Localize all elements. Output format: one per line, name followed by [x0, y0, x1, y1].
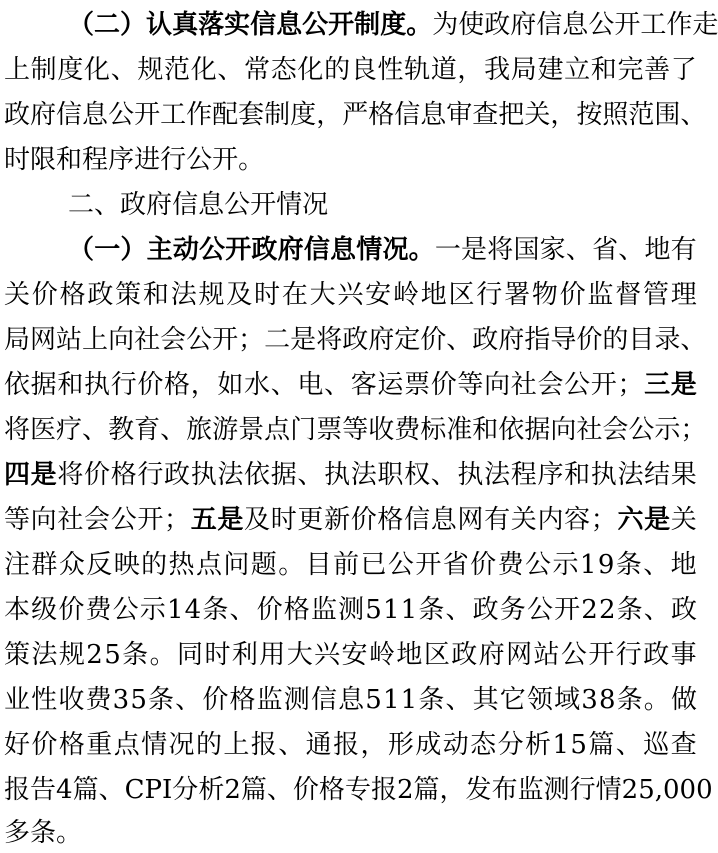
text-line: 业 性 收 费 3 5 条 、 价 格 监 测 信 息 5 1 1 条 、 其 它 领 域 3 8 条 。 做 — [4, 685, 697, 715]
text-line: 注 群 众 反 映 的 热 点 问 题 。 目 前 已 公 开 省 价 费 公 示 1 9 条 、 地 — [4, 550, 697, 580]
text-line: 上 制 度 化 、 规 范 化 、 常 态 化 的 良 性 轨 道 ， 我 局 建 立 和 完 善 了 — [4, 55, 697, 85]
text-line: 依 据 和 执 行 价 格 ， 如 水 、 电 、 客 运 票 价 等 向 社 会 公 开 ； 三 是 — [4, 370, 697, 400]
text-line: 局 网 站 上 向 社 会 公 开 ； 二 是 将 政 府 定 价 、 政 府 指 导 价 的 目 录 、 — [4, 325, 707, 355]
text-line: （ 二 ） 认 真 落 实 信 息 公 开 制 度 。 为 使 政 府 信 息 公 开 工 作 走 — [68, 10, 718, 40]
text-line: 策 法 规 2 5 条 。 同 时 利 用 大 兴 安 岭 地 区 政 府 网 站 公 开 行 政 事 — [4, 640, 697, 670]
text-line: 时 限 和 程 序 进 行 公 开 。 — [4, 145, 265, 175]
text-line: 二 、 政 府 信 息 公 开 情 况 — [68, 190, 329, 220]
text-line: 四 是 将 价 格 行 政 执 法 依 据 、 执 法 职 权 、 执 法 程 序 和 执 法 结 果 — [4, 460, 697, 490]
text-line: 本 级 价 费 公 示 1 4 条 、 价 格 监 测 5 1 1 条 、 政 务 公 开 2 2 条 、 政 — [4, 595, 697, 625]
text-line: 等 向 社 会 公 开 ； 五 是 及 时 更 新 价 格 信 息 网 有 关 内 容 ； 六 是 关 — [4, 505, 697, 535]
text-line: 将 医 疗 、 教 育 、 旅 游 景 点 门 票 等 收 费 标 准 和 依 据 向 社 会 公 示 ； — [4, 415, 707, 445]
text-line: （ 一 ） 主 动 公 开 政 府 信 息 情 况 。 一 是 将 国 家 、 省 、 地 有 — [68, 235, 697, 265]
text-line: 多 条 。 — [4, 818, 83, 848]
text-line: 政 府 信 息 公 开 工 作 配 套 制 度 ， 严 格 信 息 审 查 把 关 ， 按 照 范 围 、 — [4, 100, 707, 130]
text-line: 关 价 格 政 策 和 法 规 及 时 在 大 兴 安 岭 地 区 行 署 物 价 监 督 管 理 — [4, 280, 697, 310]
text-line: 好 价 格 重 点 情 况 的 上 报 、 通 报 ， 形 成 动 态 分 析 1 5 篇 、 巡 查 — [4, 730, 697, 760]
text-line: 报 告 4 篇 、 C P I 分 析 2 篇 、 价 格 专 报 2 篇 ， 发 布 监 测 行 情 2 5 , 0 0 0 — [4, 775, 713, 805]
